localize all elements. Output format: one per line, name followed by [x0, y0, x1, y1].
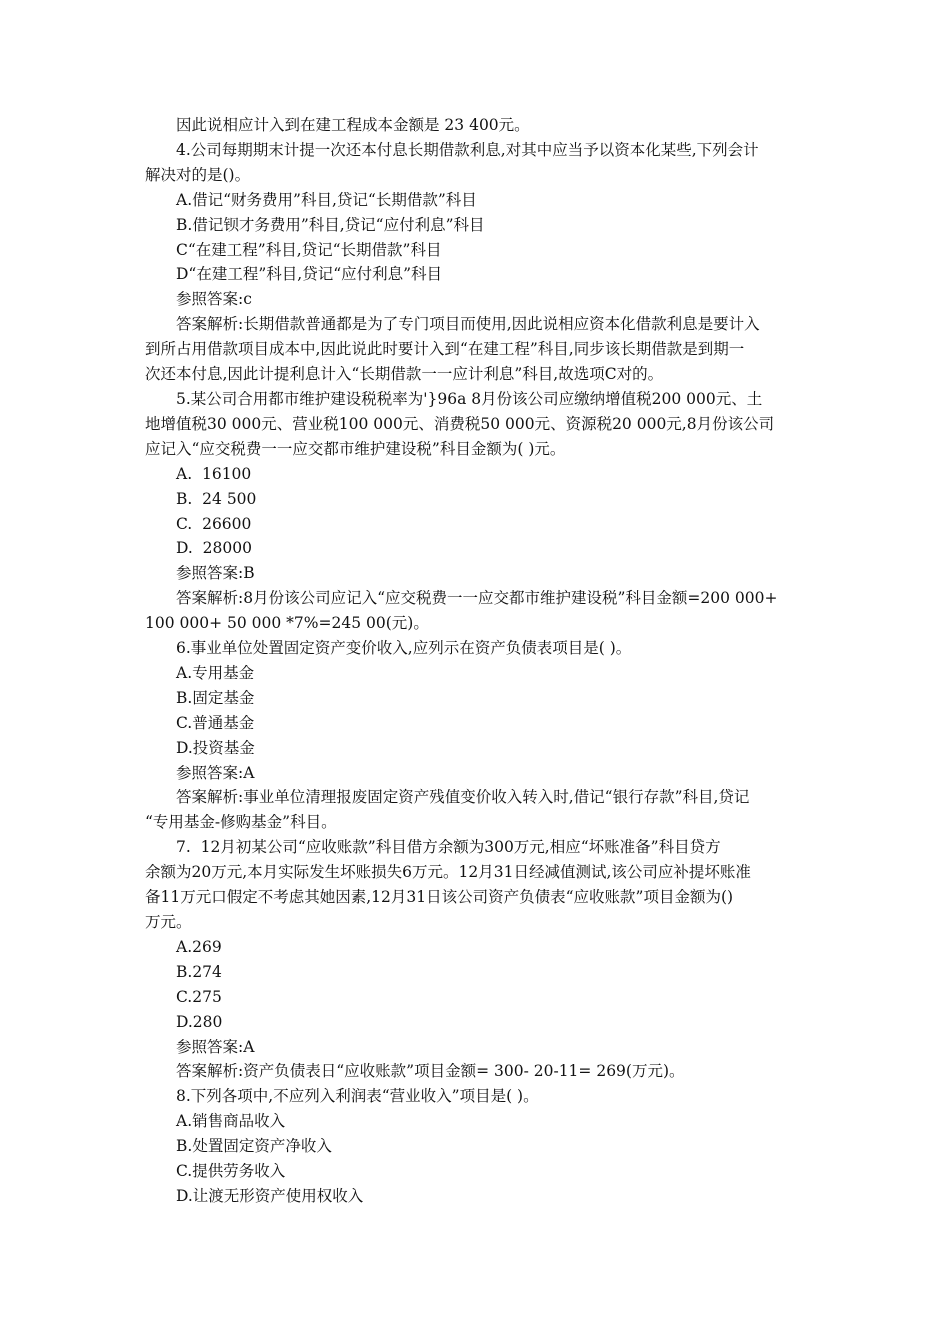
text-line: C.275 — [176, 987, 222, 1006]
text-line: 参照答案:B — [176, 564, 255, 583]
text-line: 解决对的是()。 — [145, 165, 251, 184]
text-line: C.提供劳务收入 — [176, 1162, 286, 1181]
text-line: 8.下列各项中,不应列入利润表“营业收入”项目是( )。 — [176, 1087, 539, 1106]
text-line: “专用基金-修购基金”科目。 — [145, 813, 337, 832]
text-line: A.借记“财务费用”科目,贷记“长期借款”科目 — [176, 190, 477, 209]
text-line: 地增值税30 000元、营业税100 000元、消费税50 000元、资源税20 000元,8月份该公司 — [145, 414, 775, 433]
text-line: 100 000+ 50 000 *7%=245 00(元)。 — [145, 614, 429, 633]
text-line: B.处置固定资产净收入 — [176, 1137, 332, 1156]
text-line: A. 16100 — [176, 464, 252, 483]
text-line: A.专用基金 — [176, 663, 255, 682]
text-line: 答案解析:8月份该公司应记入“应交税费一一应交都市维护建设税”科目金额=200 000+ — [176, 589, 778, 608]
text-line: A.销售商品收入 — [176, 1112, 286, 1131]
text-line: B.固定基金 — [176, 688, 255, 707]
text-line: 答案解析:事业单位清理报废固定资产残值变价收入转入时,借记“银行存款”科目,贷记 — [176, 788, 750, 807]
text-line: 参照答案:A — [176, 763, 255, 782]
text-line: A.269 — [176, 937, 222, 956]
text-line: 到所占用借款项目成本中,因此说此时要计入到“在建工程”科目,同步该长期借款是到期一 — [145, 340, 745, 359]
text-line: C. 26600 — [176, 514, 252, 533]
text-line: D. 28000 — [176, 539, 252, 558]
text-line: 万元。 — [145, 913, 192, 931]
text-line: 备11万元口假定不考虑其她因素,12月31日该公司资产负债表“应收账款”项目金额为() — [145, 888, 734, 907]
text-line: D“在建工程”科目,贷记“应付利息”科目 — [176, 265, 443, 284]
text-line: D.280 — [176, 1012, 223, 1031]
text-line: C.普通基金 — [176, 713, 255, 732]
text-line: 参照答案:A — [176, 1037, 255, 1056]
text-line: 余额为20万元,本月实际发生坏账损失6万元。12月31日经减值测试,该公司应补提坏账准 — [145, 863, 751, 882]
text-line: 因此说相应计入到在建工程成本金额是 23 400元。 — [176, 116, 530, 134]
text-line: 答案解析:长期借款普通都是为了专门项目而使用,因此说相应资本化借款利息是要计入 — [176, 315, 760, 334]
text-line: 应记入“应交税费一一应交都市维护建设税”科目金额为( )元。 — [145, 439, 566, 458]
text-line: 5.某公司合用都市维护建设税税率为'}96a 8月份该公司应缴纳增值税200 000元、土 — [176, 389, 763, 408]
text-line: D.投资基金 — [176, 738, 255, 757]
text-line: B.借记钡才务费用”科目,贷记“应付利息”科目 — [176, 215, 485, 234]
text-line: D.让渡无形资产使用权收入 — [176, 1186, 364, 1205]
text-line: 答案解析:资产负债表日“应收账款”项目金额= 300- 20-11= 269(万元)。 — [176, 1062, 685, 1081]
text-line: B. 24 500 — [176, 489, 257, 508]
text-line: B.274 — [176, 962, 222, 981]
text-line: 7. 12月初某公司“应收账款”科目借方余额为300万元,相应“坏账准备”科目贷方 — [176, 838, 721, 857]
text-line: 6.事业单位处置固定资产变价收入,应列示在资产负债表项目是( )。 — [176, 639, 632, 658]
text-line: 次还本付息,因此计提利息计入“长期借款一一应计利息”科目,故选项C对的。 — [145, 365, 664, 384]
text-line: C“在建工程”科目,贷记“长期借款”科目 — [176, 240, 442, 259]
text-line: 参照答案:c — [176, 290, 252, 309]
text-line: 4.公司每期期末计提一次还本付息长期借款利息,对其中应当予以资本化某些,下列会计 — [176, 140, 759, 159]
